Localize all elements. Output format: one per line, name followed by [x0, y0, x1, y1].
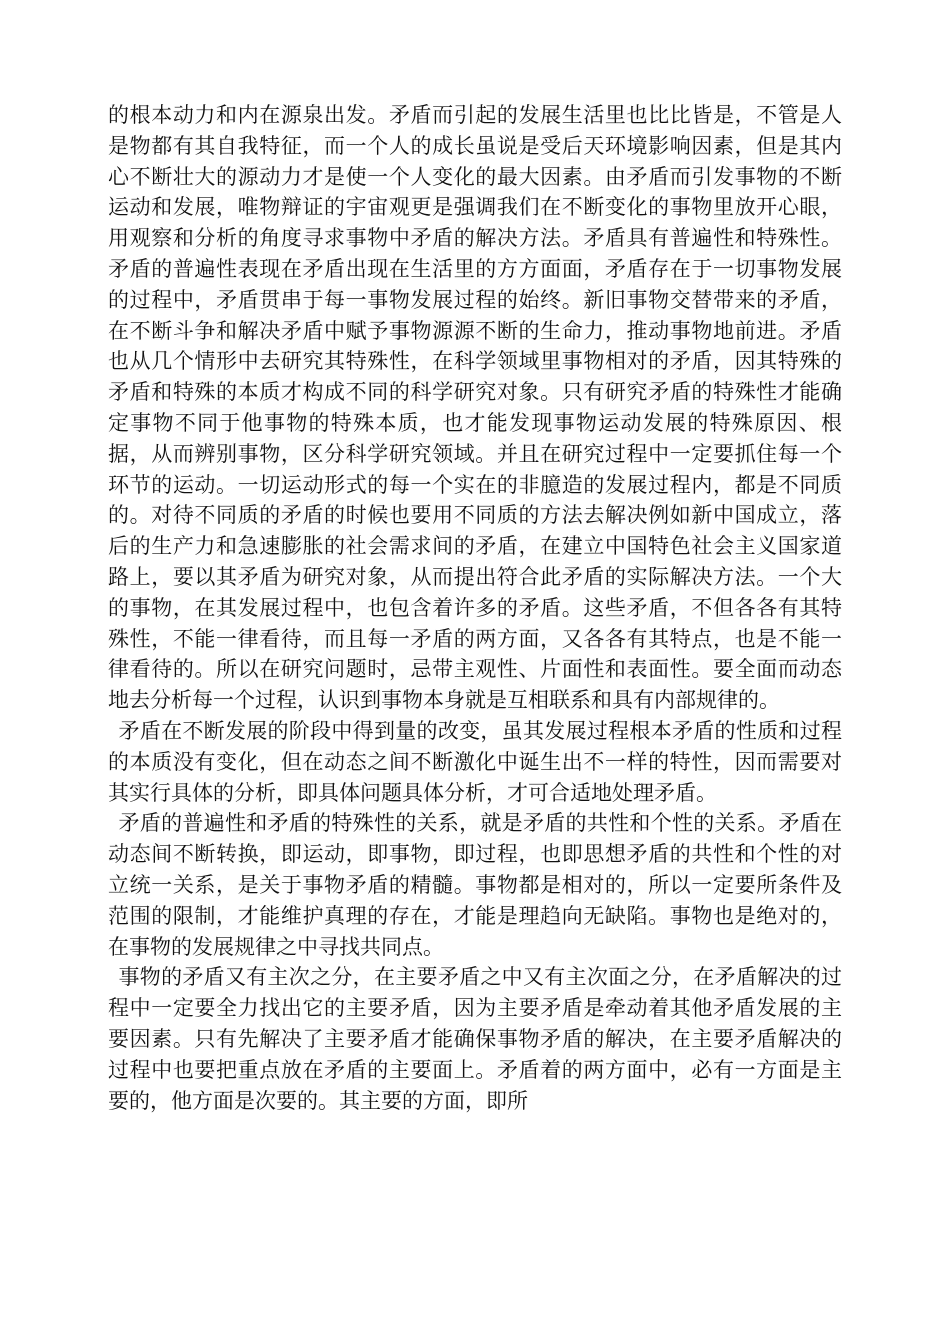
paragraph-2: 矛盾在不断发展的阶段中得到量的改变，虽其发展过程根本矛盾的性质和过程的本质没有变化，但在动态之间不断激化中诞生出不一样的特性，因而需要对其实行具体的分析，即具体问题具体分析，才可合适地处理矛盾。 [108, 718, 842, 805]
paragraph-3: 矛盾的普遍性和矛盾的特殊性的关系，就是矛盾的共性和个性的关系。矛盾在动态间不断转换，即运动，即事物，即过程，也即思想矛盾的共性和个性的对立统一关系，是关于事物矛盾的精髓。事物都是相对的，所以一定要所条件及范围的限制，才能维护真理的存在，才能是理趋向无缺陷。事物也是绝对的，在事物的发展规律之中寻找共同点。 [108, 811, 842, 959]
paragraph-4: 事物的矛盾又有主次之分，在主要矛盾之中又有主次面之分，在矛盾解决的过程中一定要全力找出它的主要矛盾，因为主要矛盾是牵动着其他矛盾发展的主要因素。只有先解决了主要矛盾才能确保事物矛盾的解决，在主要矛盾解决的过程中也要把重点放在矛盾的主要面上。矛盾着的两方面中，必有一方面是主要的，他方面是次要的。其主要的方面，即所 [108, 965, 842, 1113]
paragraph-1: 的根本动力和内在源泉出发。矛盾而引起的发展生活里也比比皆是，不管是人是物都有其自我特征，而一个人的成长虽说是受后天环境影响因素，但是其内心不断壮大的源动力才是使一个人变化的最大因素。由矛盾而引发事物的不断运动和发展，唯物辩证的宇宙观更是强调我们在不断变化的事物里放开心眼，用观察和分析的角度寻求事物中矛盾的解决方法。矛盾具有普遍性和特殊性。矛盾的普遍性表现在矛盾出现在生活里的方方面面，矛盾存在于一切事物发展的过程中，矛盾贯串于每一事物发展过程的始终。新旧事物交替带来的矛盾，在不断斗争和解决矛盾中赋予事物源源不断的生命力，推动事物地前进。矛盾也从几个情形中去研究其特殊性，在科学领域里事物相对的矛盾，因其特殊的矛盾和特殊的本质才构成不同的科学研究对象。只有研究矛盾的特殊性才能确定事物不同于他事物的特殊本质，也才能发现事物运动发展的特殊原因、根据，从而辨别事物，区分科学研究领域。并且在研究过程中一定要抓住每一个环节的运动。一切运动形式的每一个实在的非臆造的发展过程内，都是不同质的。对待不同质的矛盾的时候也要用不同质的方法去解决例如新中国成立，落后的生产力和急速膨胀的社会需求间的矛盾，在建立中国特色社会主义国家道路上，要以其矛盾为研究对象，从而提出符合此矛盾的实际解决方法。一个大的事物，在其发展过程中，也包含着许多的矛盾。这些矛盾，不但各各有其特殊性，不能一律看待，而且每一矛盾的两方面，又各各有其特点，也是不能一律看待的。所以在研究问题时，忌带主观性、片面性和表面性。要全面而动态地去分析每一个过程，认识到事物本身就是互相联系和具有内部规律的。 [108, 103, 842, 713]
document-page [108, 100, 842, 1116]
